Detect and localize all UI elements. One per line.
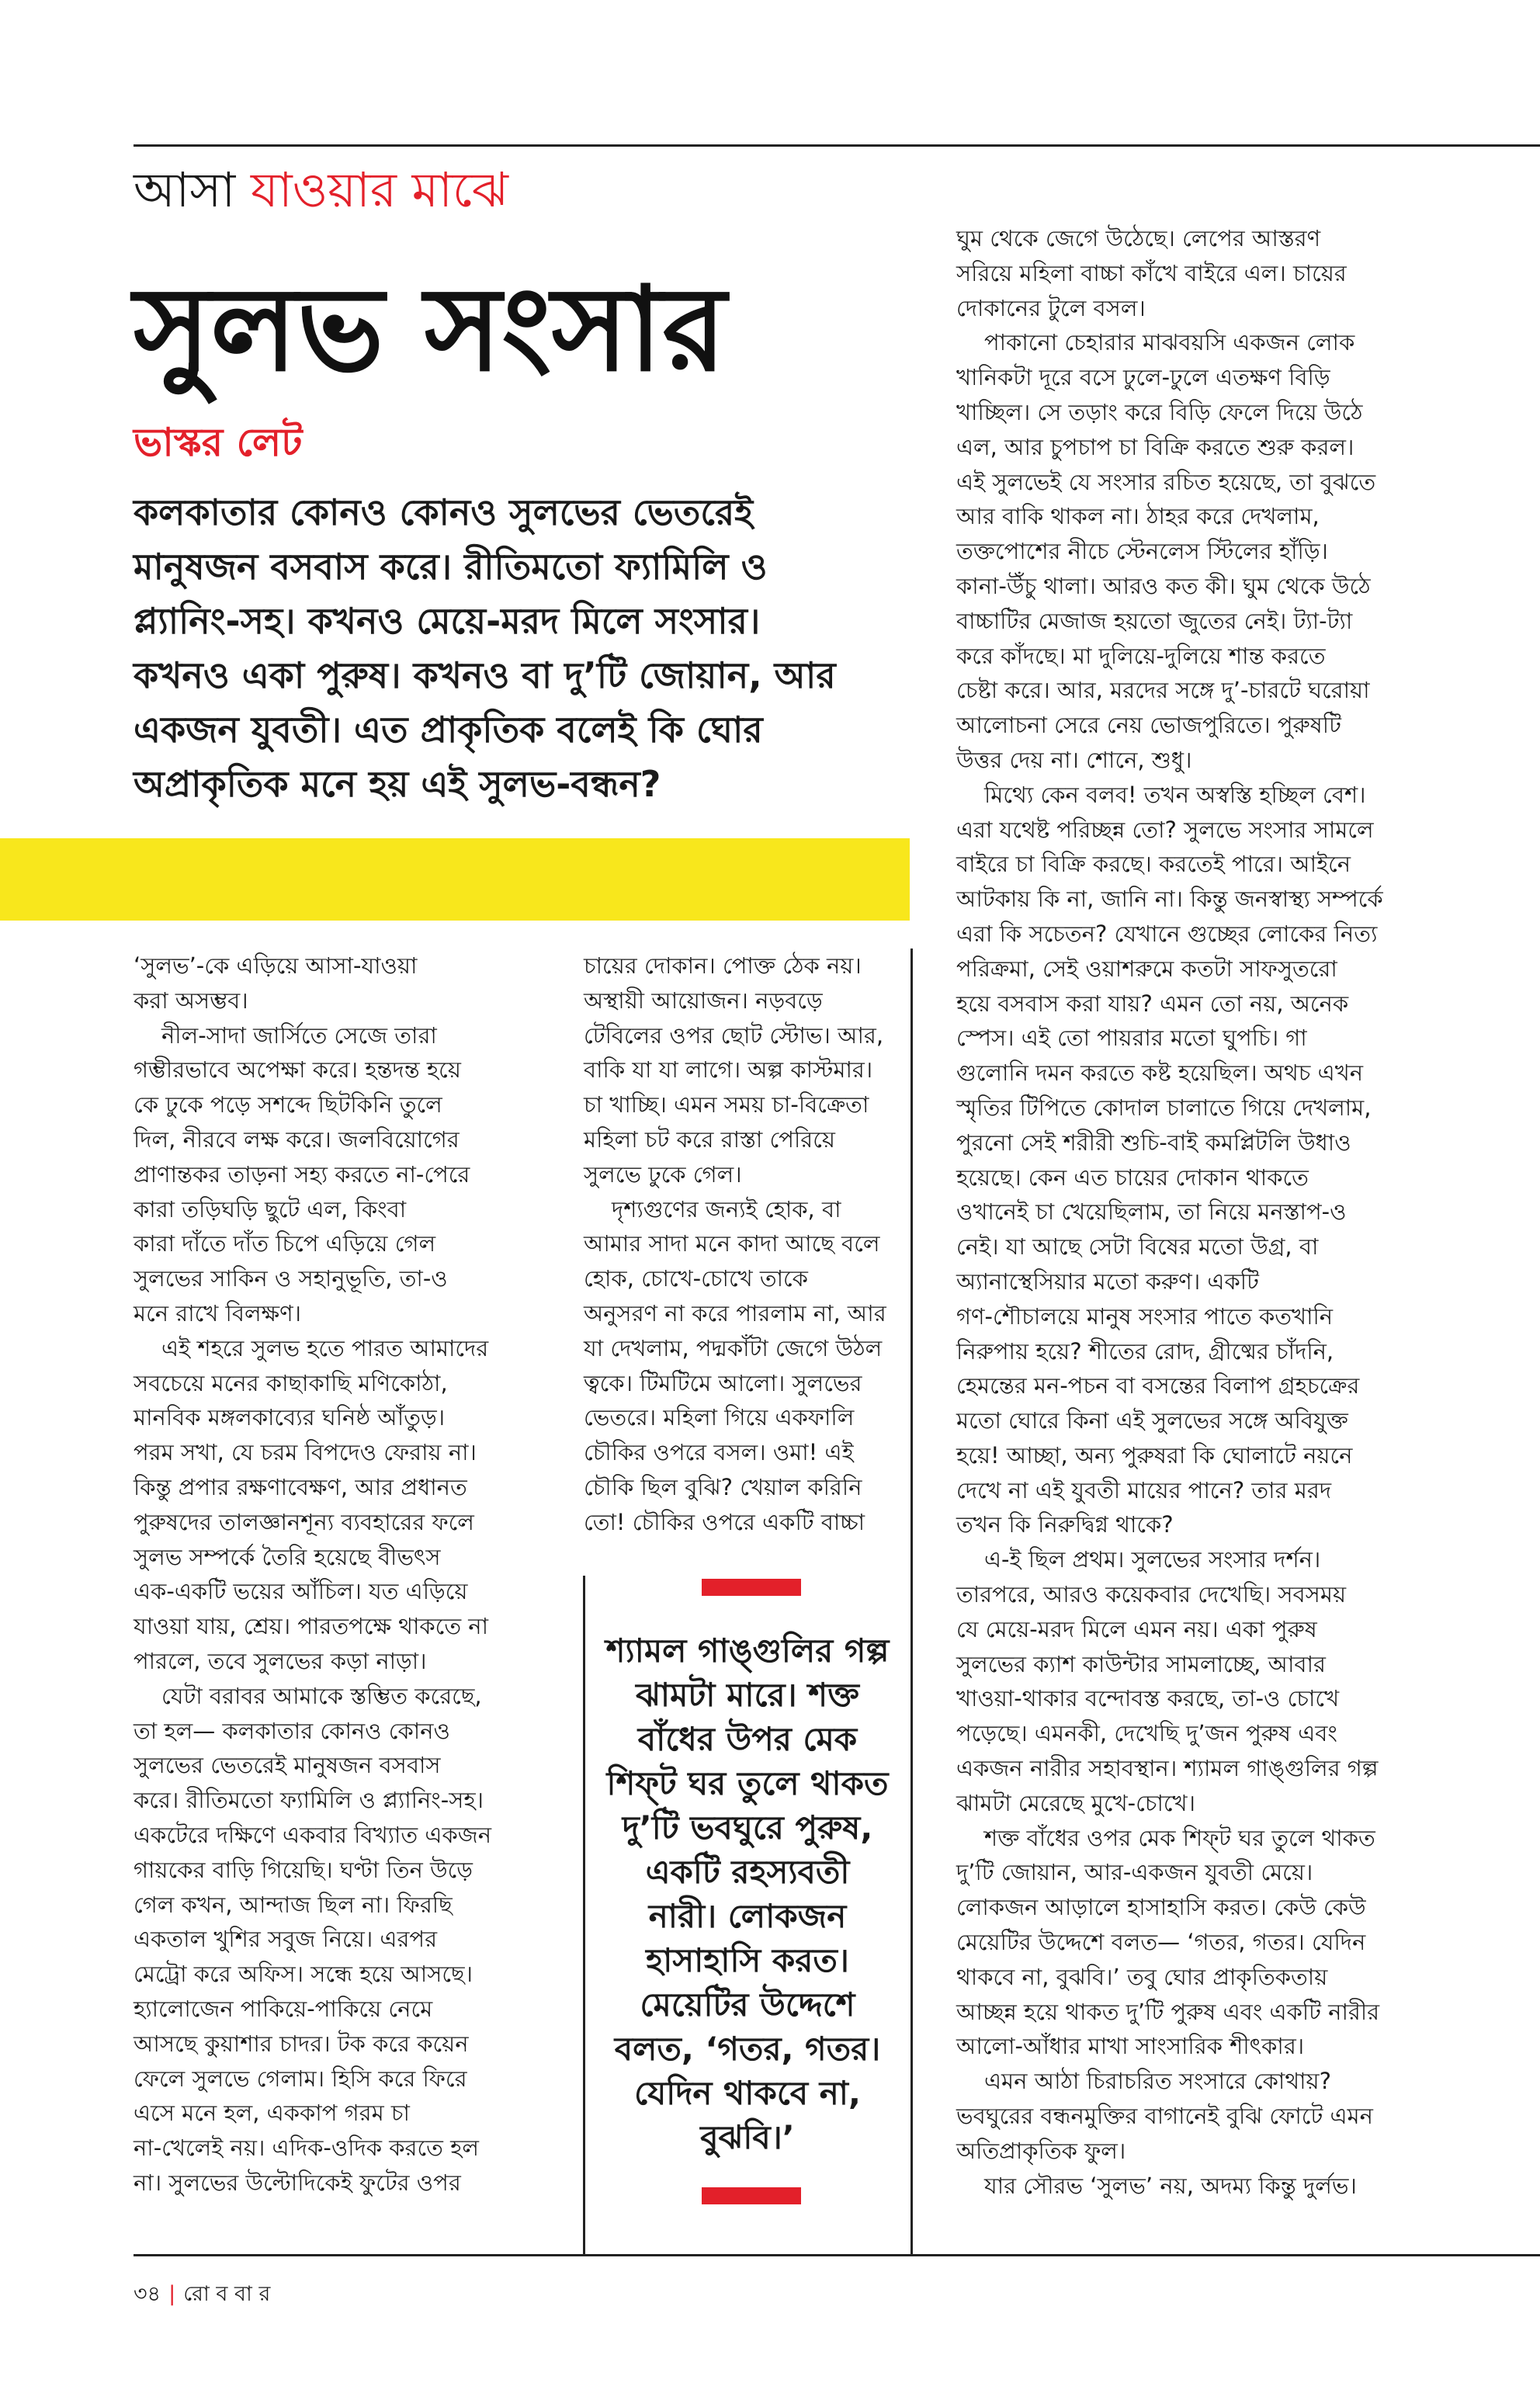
body-line: তখন কি নিরুদ্বিগ্ন থাকে?: [956, 1511, 1174, 1538]
lead-line: একজন যুবতী। এত প্রাকৃতিক বলেই কি ঘোর: [134, 709, 763, 751]
body-line: প্রাণান্তকর তাড়না সহ্য করতে না-পেরে: [134, 1160, 470, 1188]
pull-quote: [587, 1628, 908, 2159]
body-line: চৌকির ওপরে বসল। ওমা! এই: [584, 1439, 854, 1466]
body-line: খাওয়া-থাকার বন্দোবস্ত করছে, তা-ও চোখে: [956, 1685, 1340, 1712]
body-line: ত্বকে। টিমটিমে আলো। সুলভের: [584, 1369, 862, 1396]
body-line: গণ-শৌচালয়ে মানুষ সংসার পাতে কতখানি: [956, 1302, 1334, 1330]
body-line: কানা-উঁচু থালা। আরও কত কী। ঘুম থেকে উঠে: [956, 572, 1371, 599]
magazine-name: রো ব বা র: [183, 2282, 271, 2306]
body-line: এল, আর চুপচাপ চা বিক্রি করতে শুরু করল।: [956, 433, 1354, 460]
body-line: অস্থায়ী আয়োজন। নড়বড়ে: [584, 987, 823, 1014]
body-line: পুরনো সেই শরীরী শুচি-বাই কমপ্লিটলি উধাও: [956, 1129, 1351, 1156]
body-line: উত্তর দেয় না। শোনে, শুধু।: [956, 746, 1192, 773]
pull-quote-bottom-bar: [702, 2187, 801, 2204]
body-line: না। সুলভের উল্টোদিকেই ফুটের ওপর: [134, 2169, 461, 2196]
kicker-part1: আসা: [134, 161, 236, 218]
pull-quote-line: বুঝবি।’: [700, 2118, 795, 2156]
body-line: কিন্তু প্রপার রক্ষণাবেক্ষণ, আর প্রধানত: [134, 1473, 467, 1500]
body-line: একতাল খুশির সবুজ নিয়ে। এরপর: [134, 1926, 438, 1953]
body-line: মেয়েটির উদ্দেশে বলত— ‘গতর, গতর। যেদিন: [956, 1929, 1366, 1956]
body-line: নিরুপায় হয়ে? শীতের রোদ, গ্রীষ্মের চাঁদনি,: [956, 1337, 1334, 1365]
body-line: করে কাঁদছে। মা দুলিয়ে-দুলিয়ে শান্ত করতে: [956, 642, 1326, 669]
body-line: না-খেলেই নয়। এদিক-ওদিক করতে হল: [134, 2135, 479, 2162]
body-line: স্মৃতির টিপিতে কোদাল চালাতে গিয়ে দেখলাম,: [956, 1094, 1372, 1121]
body-line: সুলভে ঢুকে গেল।: [584, 1160, 742, 1188]
pull-quote-line: বাঁধের উপর মেক: [637, 1720, 858, 1758]
body-line: কে ঢুকে পড়ে সশব্দে ছিটকিনি তুলে: [134, 1091, 442, 1118]
body-line: এক-একটি ভয়ের আঁচিল। যত এড়িয়ে: [134, 1578, 468, 1605]
lead-line: অপ্রাকৃতিক মনে হয় এই সুলভ-বন্ধন?: [134, 763, 661, 805]
body-line: চায়ের দোকান। পোক্ত ঠেক নয়।: [584, 952, 862, 979]
body-line: মানবিক মঙ্গলকাব্যের ঘনিষ্ঠ আঁতুড়।: [134, 1404, 446, 1431]
pull-quote-line: দু’টি ভবঘুরে পুরুষ,: [622, 1809, 873, 1847]
body-line: এসে মনে হল, এককাপ গরম চা: [134, 2100, 410, 2127]
lead-line: প্ল্যানিং-সহ। কখনও মেয়ে-মরদ মিলে সংসার।: [134, 600, 761, 642]
yellow-band: [0, 838, 910, 921]
article-title: সুলভ সংসার: [134, 262, 727, 397]
body-line: যার সৌরভ ‘সুলভ’ নয়, অদম্য কিন্তু দুর্লভ।: [984, 2172, 1357, 2199]
body-column-1: [134, 949, 537, 2201]
body-line: সুলভ সম্পর্কে তৈরি হয়েছে বীভৎস: [134, 1543, 441, 1570]
body-line: বাচ্চাটির মেজাজ হয়তো জুতের নেই। ট্যা-ট্যা: [956, 607, 1353, 634]
body-line: সুলভের সাকিন ও সহানুভূতি, তা-ও: [134, 1265, 448, 1292]
body-line: দৃশ্যগুণের জন্যই হোক, বা: [612, 1195, 841, 1223]
body-line: অনুসরণ না করে পারলাম না, আর: [584, 1299, 886, 1327]
body-line: দেখে না এই যুবতী মায়ের পানে? তার মরদ: [956, 1476, 1332, 1503]
pull-quote-line: শিফ্‌ট ঘর তুলে থাকত: [606, 1764, 889, 1802]
body-line: মতো ঘোরে কিনা এই সুলভের সঙ্গে অবিযুক্ত: [956, 1407, 1348, 1434]
body-line: ঘুম থেকে জেগে উঠেছে। লেপের আস্তরণ: [956, 225, 1321, 251]
byline: ভাস্কর লেট: [134, 420, 303, 465]
pull-quote-line: একটি রহস্যবতী: [645, 1853, 850, 1891]
body-line: থাকবে না, বুঝবি।’ তবু ঘোর প্রাকৃতিকতায়: [956, 1963, 1328, 1990]
lead-paragraph: [134, 485, 917, 811]
body-line: তক্তপোশের নীচে স্টেনলেস স্টিলের হাঁড়ি।: [956, 538, 1328, 565]
body-line: দিল, নীরবে লক্ষ করে। জলবিয়োগের: [134, 1125, 460, 1153]
body-line: বাইরে চা বিক্রি করছে। করতেই পারে। আইনে: [956, 851, 1351, 878]
body-line: টেবিলের ওপর ছোট স্টোভ। আর,: [584, 1021, 884, 1049]
lead-line: কখনও একা পুরুষ। কখনও বা দু’টি জোয়ান, আর: [134, 654, 836, 696]
body-line: কারা তড়িঘড়ি ছুটে এল, কিংবা: [134, 1195, 407, 1223]
kicker-part2: যাওয়ার মাঝে: [250, 161, 508, 218]
lead-line: কলকাতার কোনও কোনও সুলভের ভেতরেই: [134, 491, 754, 533]
body-line: করা অসম্ভব।: [134, 987, 248, 1014]
body-line: খানিকটা দূরে বসে ঢুলে-ঢুলে এতক্ষণ বিড়ি: [956, 364, 1330, 391]
body-line: অতিপ্রাকৃতিক ফুল।: [956, 2137, 1126, 2164]
body-line: মহিলা চট করে রাস্তা পেরিয়ে: [584, 1125, 835, 1153]
body-line: সরিয়ে মহিলা বাচ্চা কাঁখে বাইরে এল। চায়ের: [956, 259, 1347, 286]
body-line: ভেতরে। মহিলা গিয়ে একফালি: [584, 1404, 855, 1431]
body-line: গেল কখন, আন্দাজ ছিল না। ফিরছি: [134, 1891, 453, 1918]
body-line: চেষ্টা করে। আর, মরদের সঙ্গে দু’-চারটে ঘরোয়া: [956, 677, 1370, 704]
pull-quote-line: ঝামটা মারে। শক্ত: [636, 1676, 859, 1714]
body-line: দোকানের টুলে বসল।: [956, 294, 1146, 321]
body-line: ঝামটা মেরেছে মুখে-চোখে।: [956, 1789, 1195, 1816]
body-line: অ্যানাস্থেসিয়ার মতো করুণ। একটি: [956, 1268, 1259, 1295]
body-line: হ্যালোজেন পাকিয়ে-পাকিয়ে নেমে: [134, 1995, 433, 2022]
pull-quote-line: যেদিন থাকবে না,: [634, 2074, 861, 2112]
body-line: দু’টি জোয়ান, আর-একজন যুবতী মেয়ে।: [956, 1859, 1313, 1886]
body-line: কারা দাঁতে দাঁত চিপে এড়িয়ে গেল: [134, 1230, 436, 1257]
body-line: করে। রীতিমতো ফ্যামিলি ও প্ল্যানিং-সহ।: [134, 1787, 484, 1814]
body-line: পারলে, তবে সুলভের কড়া নাড়া।: [134, 1647, 427, 1674]
body-line: এই সুলভেই যে সংসার রচিত হয়েছে, তা বুঝতে: [956, 468, 1376, 495]
body-line: এরা যথেষ্ট পরিচ্ছন্ন তো? সুলভে সংসার সামলে: [956, 816, 1374, 843]
pull-quote-line: নারী। লোকজন: [648, 1897, 847, 1935]
body-line: যে মেয়ে-মরদ মিলে এমন নয়। একা পুরুষ: [956, 1615, 1317, 1642]
body-line: আসছে কুয়াশার চাদর। টক করে কয়েন: [134, 2030, 469, 2057]
page-number: ৩৪: [134, 2282, 161, 2306]
body-line: আর বাকি থাকল না। ঠাহর করে দেখলাম,: [956, 503, 1320, 530]
footer-rule: [134, 2254, 1540, 2256]
body-line: নীল-সাদা জার্সিতে সেজে তারা: [161, 1021, 437, 1049]
pull-quote-top-bar: [702, 1579, 801, 1596]
body-line: শক্ত বাঁধের ওপর মেক শিফ্‌ট ঘর তুলে থাকত: [984, 1824, 1375, 1851]
body-line: মেট্রো করে অফিস। সন্ধে হয়ে আসছে।: [134, 1961, 473, 1988]
body-line: লোকজন আড়ালে হাসাহাসি করত। কেউ কেউ: [956, 1894, 1366, 1921]
body-line: ‘সুলভ’-কে এড়িয়ে আসা-যাওয়া: [134, 952, 418, 979]
body-line: পড়েছে। এমনকী, দেখেছি দু’জন পুরুষ এবং: [956, 1720, 1337, 1747]
body-line: যাওয়া যায়, শ্রেয়। পারতপক্ষে থাকতে না: [134, 1613, 489, 1640]
body-line: পরিক্রমা, সেই ওয়াশরুমে কতটা সাফসুতরো: [956, 955, 1337, 982]
body-line: চৌকি ছিল বুঝি? খেয়াল করিনি: [584, 1473, 862, 1500]
body-line: আলো-আঁধার মাখা সাংসারিক শীৎকার।: [956, 2033, 1305, 2060]
body-line: একজন নারীর সহাবস্থান। শ্যামল গাঙ্গুলির গল্প: [956, 1755, 1379, 1782]
body-line: আচ্ছন্ন হয়ে থাকত দু’টি পুরুষ এবং একটি নারীর: [956, 1998, 1380, 2025]
body-line: পাকানো চেহারার মাঝবয়সি একজন লোক: [984, 329, 1355, 356]
body-line: তা হল— কলকাতার কোনও কোনও: [134, 1717, 450, 1744]
body-line: হয়েছে। কেন এত চায়ের দোকান থাকতে: [956, 1164, 1309, 1191]
body-line: চা খাচ্ছি। এমন সময় চা-বিক্রেতা: [584, 1091, 869, 1118]
body-line: স্পেস। এই তো পায়রার মতো ঘুপচি। গা: [956, 1025, 1307, 1052]
body-line: একটেরে দক্ষিণে একবার বিখ্যাত একজন: [134, 1821, 492, 1848]
column-divider: [910, 949, 913, 2256]
body-line: তো! চৌকির ওপরে একটি বাচ্চা: [584, 1508, 865, 1535]
body-line: গম্ভীরভাবে অপেক্ষা করে। হন্তদন্ত হয়ে: [134, 1056, 461, 1084]
page-footer: [134, 2279, 270, 2310]
lead-line: মানুষজন বসবাস করে। রীতিমতো ফ্যামিলি ও: [134, 546, 768, 588]
body-column-3: [956, 221, 1438, 2203]
body-line: পরম সখা, যে চরম বিপদেও ফেরায় না।: [134, 1439, 477, 1466]
body-line: গায়কের বাড়ি গিয়েছি। ঘণ্টা তিন উড়ে: [134, 1856, 473, 1883]
body-line: এরা কি সচেতন? যেখানে গুচ্ছের লোকের নিত্য: [956, 920, 1378, 947]
section-kicker: [134, 159, 508, 221]
body-line: ভবঘুরের বন্ধনমুক্তির বাগানেই বুঝি ফোটে এমন: [956, 2103, 1373, 2130]
pull-quote-line: মেয়েটির উদ্দেশে: [640, 1985, 855, 2024]
body-line: এমন আঠা চিরাচরিত সংসারে কোথায়?: [984, 2068, 1331, 2095]
body-line: পুরুষদের তালজ্ঞানশূন্য ব্যবহারের ফলে: [134, 1508, 474, 1535]
body-line: সবচেয়ে মনের কাছাকাছি মণিকোঠা,: [134, 1369, 448, 1396]
body-line: তারপরে, আরও কয়েকবার দেখেছি। সবসময়: [956, 1581, 1347, 1608]
body-line: খাচ্ছিল। সে তড়াং করে বিড়ি ফেলে দিয়ে উঠে: [956, 398, 1363, 425]
body-column-2: [584, 949, 910, 1540]
body-line: যেটা বরাবর আমাকে স্তম্ভিত করেছে,: [161, 1682, 482, 1709]
pull-quote-line: বলত, ‘গতর, গতর।: [614, 2030, 881, 2068]
body-line: ফেলে সুলভে গেলাম। হিসি করে ফিরে: [134, 2065, 467, 2092]
body-line: যা দেখলাম, পদ্মকাঁটা জেগে উঠল: [584, 1334, 883, 1361]
body-line: আমার সাদা মনে কাদা আছে বলে: [584, 1230, 880, 1257]
body-line: আলোচনা সেরে নেয় ভোজপুরিতে। পুরুষটি: [956, 712, 1341, 739]
body-line: হয়ে বসবাস করা যায়? এমন তো নয়, অনেক: [956, 990, 1349, 1017]
body-line: ওখানেই চা খেয়েছিলাম, তা নিয়ে মনস্তাপ-ও: [956, 1198, 1347, 1226]
pull-quote-left-rule: [583, 1576, 585, 2256]
body-line: নেই। যা আছে সেটা বিষের মতো উগ্র, বা: [956, 1233, 1319, 1261]
body-line: বাকি যা যা লাগে। অল্প কাস্টমার।: [584, 1056, 873, 1084]
body-line: আটকায় কি না, জানি না। কিন্তু জনস্বাস্থ্য সম্পর্কে: [956, 886, 1383, 913]
top-rule: [134, 144, 1540, 147]
body-line: এই শহরে সুলভ হতে পারত আমাদের: [161, 1334, 489, 1361]
body-line: সুলভের ভেতরেই মানুষজন বসবাস: [134, 1752, 441, 1779]
pull-quote-line: শ্যামল গাঙ্গুলির গল্প: [605, 1632, 890, 1670]
body-line: সুলভের ক্যাশ কাউন্টার সামলাচ্ছে, আবার: [956, 1650, 1326, 1677]
footer-separator: |: [168, 2282, 176, 2306]
body-line: মনে রাখে বিলক্ষণ।: [134, 1299, 302, 1327]
pull-quote-line: হাসাহাসি করত।: [646, 1941, 849, 1979]
body-line: হোক, চোখে-চোখে তাকে: [584, 1265, 808, 1292]
body-line: এ-ই ছিল প্রথম। সুলভের সংসার দর্শন।: [984, 1546, 1321, 1573]
body-line: হয়ে! আচ্ছা, অন্য পুরুষরা কি ঘোলাটে নয়নে: [956, 1441, 1353, 1469]
body-line: মিথ্যে কেন বলব! তখন অস্বস্তি হচ্ছিল বেশ।: [984, 781, 1366, 808]
body-line: হেমন্তের মন-পচন বা বসন্তের বিলাপ গ্রহচক্রের: [956, 1372, 1360, 1399]
body-line: গুলোনি দমন করতে কষ্ট হয়েছিল। অথচ এখন: [956, 1060, 1364, 1087]
